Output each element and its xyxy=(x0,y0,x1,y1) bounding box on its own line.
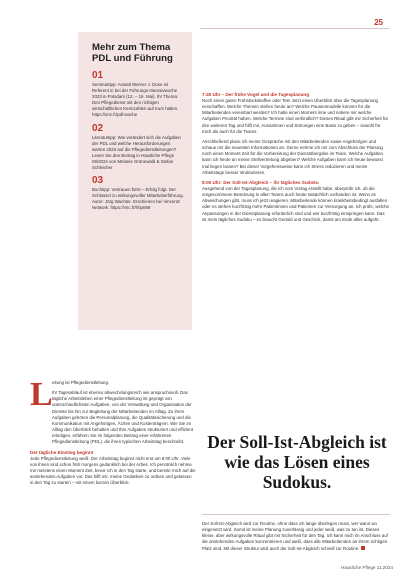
sidebar-item-1 xyxy=(92,70,184,119)
drop-cap: L xyxy=(30,376,53,413)
sidebar-title-line1: Mehr zum Thema xyxy=(92,42,171,53)
left-column xyxy=(30,376,196,490)
sidebar-title-line2: PDL und Führung xyxy=(92,53,173,64)
paragraph: Anschließend plane ich meine Gespräche mit den Mitarbeitenden sowie Angehörigen und schaue mir die neuesten Informationen an. Gerne nehme ich mir zum Abschluss der Planung noch einen Moment Zeit für die Vorbereitung der Dienstübergabe im Team. Welche Aufgaben kann ich heute an meine Stellvertretung abgeben? Welche Aufgaben kann ich heute bewusst mal liegen lassen? Bei dieser Vorgehensweise kann ich Stress reduzieren und meine Arbeitstage besser strukturieren. xyxy=(202,138,383,175)
right-column xyxy=(202,92,390,227)
right-bottom-paragraph xyxy=(202,521,390,552)
paragraph: Ausgehend von der Tagesplanung, die ich vom Vortag erstellt habe, überprüfe ich, ob die vorgenommene Besetzung in allen Teams auch heute tatsächlich vorhanden ist. Wenn es Abweichungen gibt, muss ich jetzt reagieren. Mitarbeitende können krankheitsbedingt ausfallen oder es stehen kurzfristig mehr Patientinnen und Patienten zur Versorgung an. Ich prüfe, welche Anpassungen in der Dienstplanung erforderlich sind und wer kurzfristig einspringen kann. Das ist mein tägliches Sudoku – es braucht Geduld und Geschick, damit am Ende alles aufgeht. xyxy=(202,185,389,222)
subheading-soll-ist: 8:00 Uhr: Der Soll-Ist-Abgleich – ihr tägliches Sudoku xyxy=(202,179,319,185)
sidebar-title xyxy=(92,42,184,64)
footer-publication: Häusliche Pflege 11.2024 xyxy=(340,565,393,570)
sidebar-item-2 xyxy=(92,123,184,172)
end-mark-icon xyxy=(361,546,365,550)
page-number: 25 xyxy=(374,18,383,27)
subheading-early-bird: 7:45 Uhr – Der frühe Vogel und die Tagesplanung xyxy=(202,92,310,97)
sidebar-item-number: 02 xyxy=(92,122,104,134)
quote-rule xyxy=(202,514,390,515)
paragraph: Der Soll-Ist-Abgleich wird zur Routine, ohne dass ich lange überlegen muss, wer wann wo eingesetzt wird. Somit ist meine Planung zuverlässig und jeder weiß, was zu tun ist. Dieses kleine, aber wirkungsvolle Ritual gibt mir Sicherheit für den Tag. Ich kann mich im Anschluss auf die anstehenden Aufgaben konzentrieren und weiß, dass alle Mitarbeitenden an ihrem richtigen Platz sind. Mit dieser Struktur wird auch der Soll-Ist-Abgleich schnell zur Routine. xyxy=(202,521,388,551)
sidebar-item-text: Buchtipp: Vertrauen führt – Erfolg folgt. Der Schlüssel zu wirkungsvoller Mitarbeiterführung. Autor: Jörg Wachter. Erschienen bei Vincentz Network. https://vnc.fr/hhp069 xyxy=(92,187,184,211)
intro-paragraph: Ihr Tagesablauf ist ebenso abwechslungsreich wie anspruchsvoll. Das tägliche Arbeitsleben einer Pflegedienstleitung ist geprägt von unterschiedlichsten Aufgaben, von der Verwaltung und Organisation der Dienste bis hin zur Begleitung der Mitarbeitenden im Alltag. Zu ihren Aufgaben gehören die Personalplanung, die Qualitätssicherung und die Kommunikation mit Angehörigen, Ärzten und Kostenträgern. Wie Sie im Alltag den Überblick behalten und Ihre Aufgaben strukturiert und effizient erledigen, erfahren Sie im folgenden Beitrag einer erfahrenen Pflegedienstleitung (PDL), die ihren typischen Arbeitstag beschreibt. xyxy=(52,390,193,445)
sidebar-item-3 xyxy=(92,175,184,211)
lead-block xyxy=(30,376,196,446)
paragraph: Noch einen guten Frühstückskaffee oder Tee! Jetzt einen Überblick über die Tagesplanung verschaffen. Welche Themen stehen heute an? Welche Pausenmodelle können für die Mitarbeitenden vereinbart werden? Ich halte einen Moment inne und notiere mir welche Aufgaben Priorität haben. Welche Termine sind verbindlich? Dieses Ritual gibt mir Sicherheit für den weiteren Tag und hilft mir, Ausnahmen und Störungen eine Basis zu geben – sowohl für mich als auch für die Teams. xyxy=(202,98,389,134)
header-rule xyxy=(200,28,390,29)
sidebar-item-number: 03 xyxy=(92,175,104,187)
sidebar-item-text: Literaturtipp: Wie verändert sich die Aufgaben der PDL und welche Herausforderungen warten 2023 auf die Pflegedienstleitungen? Lesen Sie den Beitrag in Häusliche Pflege 09/2024 von Melanie Grünewald & Stefan Schleicher xyxy=(92,134,181,171)
sidebar-box xyxy=(78,32,192,330)
paragraph: Jede Pflegedienstleitung weiß: Der Arbeitstag beginnt nicht erst um 8:00 Uhr. Viele von ihnen sind schon früh morgens gedanklich bei der Arbeit. Ich persönlich nehme mir meistens einen Moment Zeit, bevor ich in den Tag starte, und bereite mich auf die anstehenden Aufgaben vor. Das hilft mir, meine Gedanken zu ordnen und gelassen in den Tag zu starten – mit einem kurzen Überblick. xyxy=(30,455,196,486)
pull-quote: Der Soll-Ist-Abgleich ist wie das Lösen eines Sudokus. xyxy=(207,432,387,492)
lead-text: eitung ist Pflegedienstleitung. xyxy=(52,380,110,385)
subheading-daily-start: Der tägliche Einstieg beginnt xyxy=(30,449,94,455)
sidebar-item-text: Seminartipp: Anwalt Werner J. Dose ist Referent in bei der Führungs-Intensivwoche 2023 in Potsdam (12. – 16. Mai). Ihr Thema: Den Pflegedienst mit den richtigen wirtschaftlichen Kennzahlen auf Kurs halten. https://vnc.fr/pdl-woche xyxy=(92,82,179,118)
sidebar-item-number: 01 xyxy=(92,70,104,81)
